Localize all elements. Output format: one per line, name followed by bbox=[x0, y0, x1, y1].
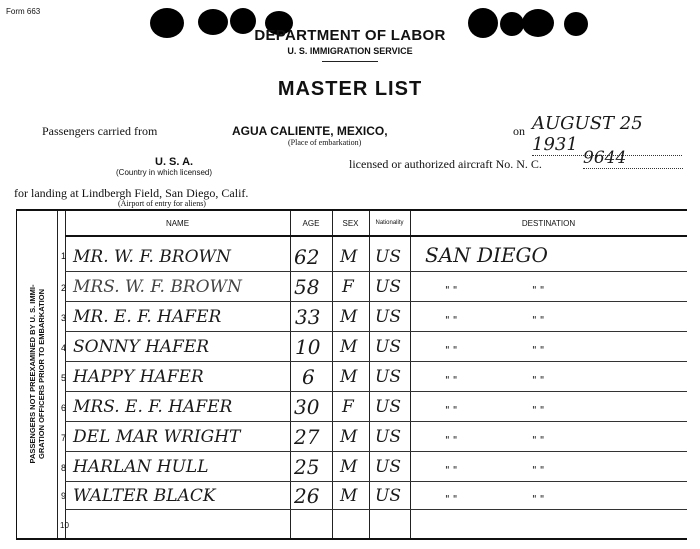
passenger-sex: M bbox=[340, 307, 358, 327]
row-rule bbox=[65, 481, 687, 482]
row-rule bbox=[65, 301, 687, 302]
row-number: 8 bbox=[61, 463, 67, 473]
passenger-nationality: US bbox=[375, 367, 401, 387]
row-rule bbox=[65, 331, 687, 332]
country-value: U. S. A. bbox=[155, 156, 194, 168]
passenger-sex: M bbox=[340, 457, 358, 477]
passenger-nationality: US bbox=[375, 277, 401, 297]
department-heading: DEPARTMENT OF LABOR bbox=[254, 27, 446, 44]
on-label: on bbox=[513, 124, 525, 138]
header-nationality: Nationality bbox=[375, 220, 404, 226]
passenger-nationality: US bbox=[375, 486, 401, 506]
column-divider bbox=[410, 211, 411, 538]
header-rule bbox=[65, 235, 687, 237]
passenger-name: SONNY HAFER bbox=[73, 337, 210, 357]
destination-ditto: " " bbox=[532, 465, 545, 476]
aircraft-number: 9644 bbox=[583, 148, 683, 169]
column-divider bbox=[332, 211, 333, 538]
passenger-age: 33 bbox=[295, 305, 321, 329]
landing-caption: (Airport of entry for aliens) bbox=[118, 199, 206, 208]
destination-ditto: " " bbox=[532, 285, 545, 296]
date-value: AUGUST 25 1931 bbox=[532, 113, 682, 156]
destination-ditto: " " bbox=[532, 345, 545, 356]
destination-ditto: " " bbox=[445, 494, 458, 505]
service-heading: U. S. IMMIGRATION SERVICE bbox=[287, 46, 413, 56]
destination-ditto: " " bbox=[532, 375, 545, 386]
row-number: 5 bbox=[61, 373, 67, 383]
passenger-destination: SAN DIEGO bbox=[425, 243, 548, 267]
row-rule bbox=[65, 421, 687, 422]
destination-ditto: " " bbox=[532, 405, 545, 416]
column-divider bbox=[57, 211, 58, 538]
row-number: 3 bbox=[61, 313, 67, 323]
country-caption: (Country in which licensed) bbox=[116, 168, 213, 177]
row-rule bbox=[65, 271, 687, 272]
row-number: 10 bbox=[60, 521, 69, 530]
aircraft-label: licensed or authorized aircraft No. N. C. bbox=[349, 157, 542, 171]
passenger-sex: M bbox=[340, 486, 358, 506]
destination-ditto: " " bbox=[445, 345, 458, 356]
header-name: NAME bbox=[165, 219, 190, 228]
destination-ditto: " " bbox=[532, 435, 545, 446]
passenger-name: MRS. W. F. BROWN bbox=[73, 277, 242, 297]
passenger-sex: F bbox=[342, 397, 354, 417]
passengers-label: Passengers carried from bbox=[42, 124, 158, 138]
passenger-nationality: US bbox=[375, 397, 401, 417]
passenger-age: 58 bbox=[294, 275, 320, 299]
passenger-sex: F bbox=[342, 277, 354, 297]
column-divider bbox=[290, 211, 291, 538]
row-number: 2 bbox=[61, 283, 67, 293]
passenger-age: 30 bbox=[294, 395, 320, 419]
passenger-sex: M bbox=[340, 427, 358, 447]
passenger-nationality: US bbox=[375, 427, 401, 447]
passenger-table bbox=[16, 209, 687, 540]
passenger-age: 6 bbox=[302, 365, 315, 389]
passenger-sex: M bbox=[340, 337, 358, 357]
row-rule bbox=[65, 451, 687, 452]
column-divider bbox=[369, 211, 370, 538]
destination-ditto: " " bbox=[445, 465, 458, 476]
passenger-name: MR. W. F. BROWN bbox=[73, 247, 231, 267]
destination-ditto: " " bbox=[445, 315, 458, 326]
side-note-line-1: PASSENGERS NOT PREEXAMINED BY U. S. IMMI- bbox=[28, 284, 37, 464]
passenger-nationality: US bbox=[375, 337, 401, 357]
row-rule bbox=[65, 361, 687, 362]
destination-ditto: " " bbox=[532, 494, 545, 505]
page-title: MASTER LIST bbox=[277, 78, 423, 100]
header-sex: SEX bbox=[342, 219, 359, 228]
destination-ditto: " " bbox=[532, 315, 545, 326]
row-rule bbox=[65, 509, 687, 510]
passenger-nationality: US bbox=[375, 307, 401, 327]
row-number: 4 bbox=[61, 343, 67, 353]
row-number: 7 bbox=[61, 433, 67, 443]
row-number: 9 bbox=[61, 491, 67, 501]
passenger-name: MRS. E. F. HAFER bbox=[73, 397, 233, 417]
side-note-line-2: GRATION OFFICERS PRIOR TO EMBARKATION bbox=[37, 289, 46, 460]
passenger-nationality: US bbox=[375, 457, 401, 477]
row-rule bbox=[65, 391, 687, 392]
passenger-nationality: US bbox=[375, 247, 401, 267]
row-number: 1 bbox=[61, 251, 67, 261]
passenger-sex: M bbox=[340, 247, 358, 267]
heading-rule bbox=[322, 61, 378, 62]
side-note bbox=[17, 211, 57, 538]
destination-ditto: " " bbox=[445, 375, 458, 386]
passenger-sex: M bbox=[340, 367, 358, 387]
passenger-age: 25 bbox=[294, 455, 320, 479]
passenger-name: HARLAN HULL bbox=[73, 457, 209, 477]
form-number: Form 663 bbox=[6, 7, 41, 16]
destination-ditto: " " bbox=[445, 285, 458, 296]
passenger-name: HAPPY HAFER bbox=[73, 367, 204, 387]
header-age: AGE bbox=[302, 219, 320, 228]
passenger-name: DEL MAR WRIGHT bbox=[73, 427, 241, 447]
destination-ditto: " " bbox=[445, 435, 458, 446]
passenger-name: WALTER BLACK bbox=[73, 486, 216, 506]
destination-ditto: " " bbox=[445, 405, 458, 416]
origin-caption: (Place of embarkation) bbox=[288, 138, 362, 147]
landing-label: for landing at Lindbergh Field, San Diego, Calif. bbox=[14, 186, 249, 200]
passenger-name: MR. E. F. HAFER bbox=[73, 307, 222, 327]
passenger-age: 62 bbox=[294, 245, 320, 269]
row-number: 6 bbox=[61, 403, 67, 413]
passenger-age: 10 bbox=[295, 335, 321, 359]
passenger-age: 27 bbox=[294, 425, 320, 449]
passenger-age: 26 bbox=[294, 484, 320, 508]
origin-value: AGUA CALIENTE, MEXICO, bbox=[232, 124, 388, 138]
header-destination: DESTINATION bbox=[521, 219, 576, 228]
